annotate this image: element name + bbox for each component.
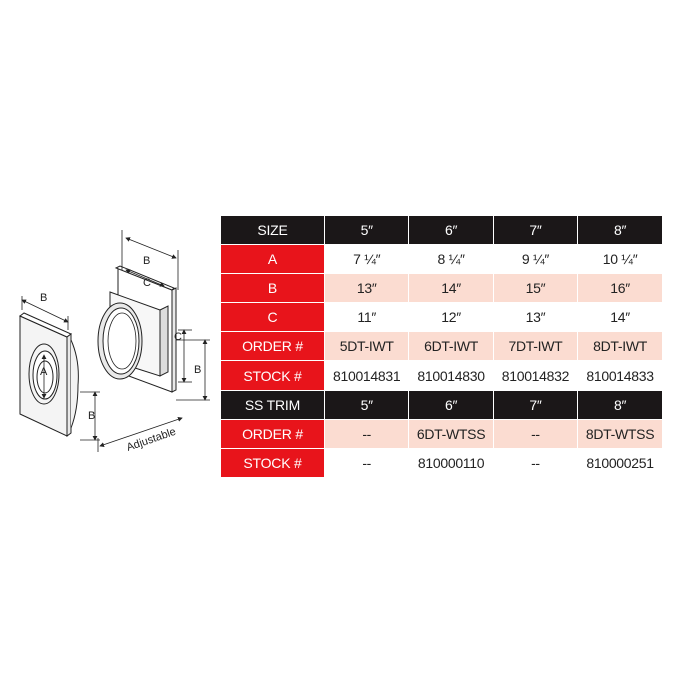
- table-header-row: [221, 390, 662, 419]
- table-cell: 10 ¼″: [578, 245, 662, 274]
- dimension-label-a: A: [40, 366, 48, 378]
- table-row: [221, 419, 662, 448]
- row-label: A: [221, 245, 325, 274]
- size-header-cell: 6″: [409, 216, 493, 245]
- table-cell: 810014830: [409, 361, 493, 390]
- row-label: ORDER #: [221, 419, 325, 448]
- table-row: [221, 448, 662, 477]
- size-header-cell: 7″: [493, 216, 577, 245]
- thimble-body: [98, 266, 176, 392]
- row-label: C: [221, 303, 325, 332]
- table-cell: 810014832: [493, 361, 577, 390]
- table-cell: 13″: [325, 274, 409, 303]
- table-cell: 14″: [409, 274, 493, 303]
- dimension-label-b: B: [40, 292, 48, 304]
- trim-plate: [20, 313, 78, 436]
- table-cell: 8 ¼″: [409, 245, 493, 274]
- row-label: SS TRIM: [221, 390, 325, 419]
- table-cell: 11″: [325, 303, 409, 332]
- table-cell: 13″: [493, 303, 577, 332]
- table-cell: 12″: [409, 303, 493, 332]
- table-cell: 8DT-WTSS: [578, 419, 662, 448]
- table-cell: 16″: [578, 274, 662, 303]
- table-header-row: [221, 216, 662, 245]
- dimension-label-c: C: [174, 331, 182, 343]
- row-label: SIZE: [221, 216, 325, 245]
- row-label: STOCK #: [221, 361, 325, 390]
- size-header-cell: 7″: [493, 390, 577, 419]
- table-cell: --: [493, 448, 577, 477]
- table-cell: 7DT-IWT: [493, 332, 577, 361]
- table-cell: 810014831: [325, 361, 409, 390]
- table-cell: 8DT-IWT: [578, 332, 662, 361]
- table-cell: 810014833: [578, 361, 662, 390]
- row-label: STOCK #: [221, 448, 325, 477]
- table-row: [221, 361, 662, 390]
- size-header-cell: 5″: [325, 216, 409, 245]
- row-label: ORDER #: [221, 332, 325, 361]
- table-cell: 5DT-IWT: [325, 332, 409, 361]
- table-cell: 810000110: [409, 448, 493, 477]
- table-cell: 14″: [578, 303, 662, 332]
- table-cell: 6DT-IWT: [409, 332, 493, 361]
- size-header-cell: 8″: [578, 390, 662, 419]
- dimension-label-c: C: [143, 277, 151, 289]
- table-cell: 9 ¼″: [493, 245, 577, 274]
- table-row: [221, 303, 662, 332]
- table-cell: 6DT-WTSS: [409, 419, 493, 448]
- table-cell: 15″: [493, 274, 577, 303]
- table-row: [221, 245, 662, 274]
- size-header-cell: 8″: [578, 216, 662, 245]
- table-cell: --: [493, 419, 577, 448]
- adjustable-label: Adjustable: [125, 425, 178, 454]
- table-cell: --: [325, 448, 409, 477]
- dimension-label-b: B: [194, 364, 202, 376]
- table-cell: 7 ¼″: [325, 245, 409, 274]
- dimension-label-b: B: [143, 255, 151, 267]
- table-row: [221, 332, 662, 361]
- size-header-cell: 5″: [325, 390, 409, 419]
- table-row: [221, 274, 662, 303]
- spec-table: [221, 216, 662, 477]
- size-header-cell: 6″: [409, 390, 493, 419]
- row-label: B: [221, 274, 325, 303]
- table-cell: --: [325, 419, 409, 448]
- dimension-label-b: B: [88, 410, 96, 422]
- table-cell: 810000251: [578, 448, 662, 477]
